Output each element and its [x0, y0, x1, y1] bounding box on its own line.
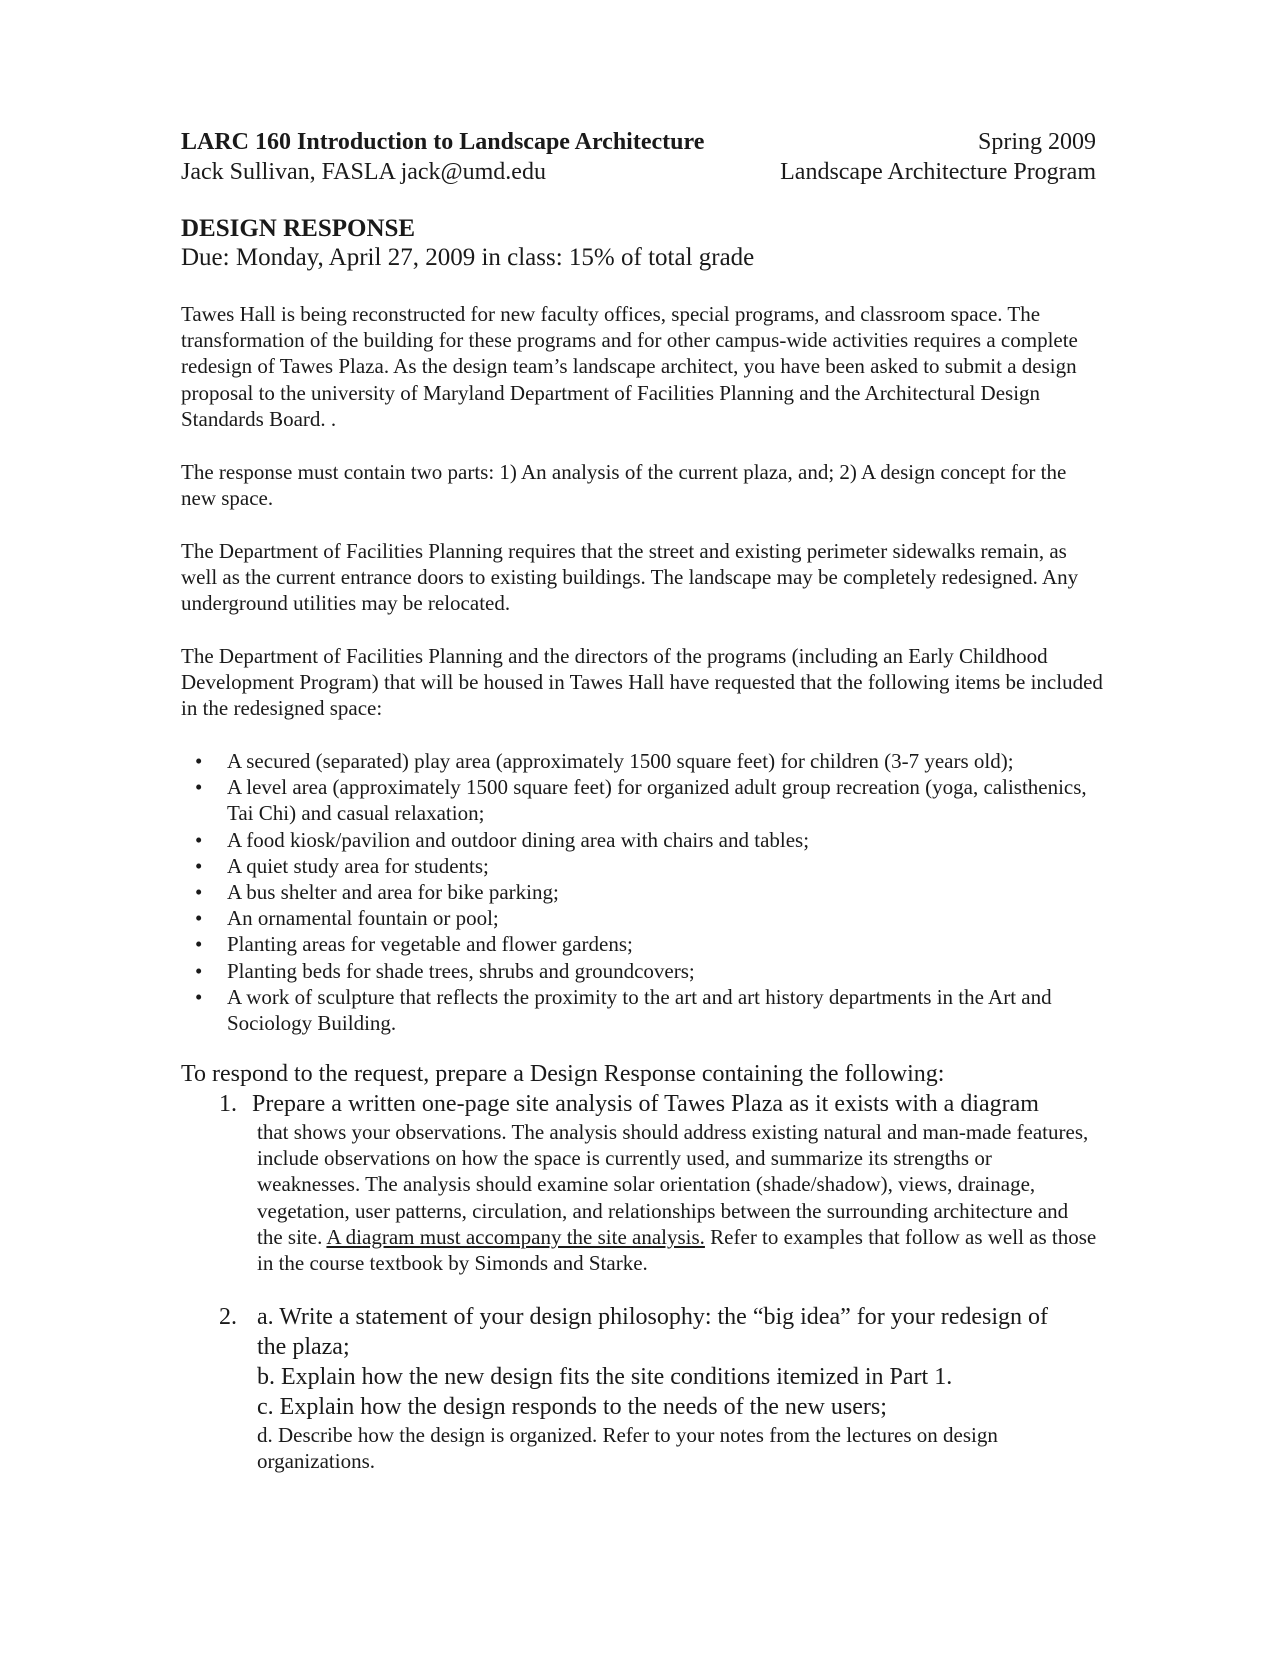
requested-items-list — [181, 748, 1101, 1036]
item-2a: a. Write a statement of your design philosophy: the “big idea” for your redesign of — [257, 1304, 1049, 1330]
item-2d: d. Describe how the design is organized. Refer to your notes from the lectures on design organizations. — [257, 1423, 998, 1474]
respond-intro: To respond to the request, prepare a Design Response containing the following: — [181, 1061, 945, 1087]
due-date: Due: Monday, April 27, 2009 in class: 15% of total grade — [181, 244, 755, 271]
paragraph-intro: Tawes Hall is being reconstructed for new faculty offices, special programs, and classroom space. The transformation of the building for these programs and for other campus-wide activities requires a complete redesign of Tawes Plaza. As the design team’s landscape architect, you have been asked to submit a design proposal to the university of Maryland Department of Facilities Planning and the Architectural Design Standards Board. . — [181, 302, 1078, 431]
response-item-2 — [219, 1302, 1099, 1474]
instructor: Jack Sullivan, FASLA jack@umd.edu — [181, 159, 546, 185]
bullet-icon: • — [195, 932, 203, 957]
paragraph-requirements: The Department of Facilities Planning requires that the street and existing perimeter sidewalks remain, as well as the current entrance doors to existing buildings. The landscape may be completely redesigned. Any underground utilities may be relocated. — [181, 539, 1079, 616]
response-item-1 — [219, 1089, 1099, 1276]
diagram-requirement: A diagram must accompany the site analysis. — [326, 1224, 705, 1249]
item-2c: c. Explain how the design responds to the needs of the new users; — [257, 1394, 887, 1420]
list-item: • A work of sculpture that reflects the proximity to the art and art history departments in the Art and Sociology Building. — [195, 984, 1052, 1036]
list-item: • A level area (approximately 1500 square feet) for organized adult group recreation (yoga, calisthenics, Tai Chi) and casual relaxation; — [195, 775, 1087, 826]
bullet-icon: • — [195, 984, 203, 1009]
bullet-icon: • — [195, 906, 203, 931]
bullet-icon: • — [195, 749, 203, 773]
bullet-icon: • — [195, 853, 203, 878]
list-item: • An ornamental fountain or pool; — [195, 906, 499, 931]
item-1-body: that shows your observations. The analysis should address existing natural and man-made features, include observations on how the space is currently used, and summarize its strengths or weaknesses. The analysis should examine solar orientation (shade/shadow), views, drainage, vegetation, user patterns, circulation, and relationships between the surrounding architecture and the site. A diagram must accompany the site analysis. Refer to examples that follow as well as those in the course textbook by Simonds and Starke. — [257, 1120, 1097, 1276]
item-2a-cont: the plaza; — [257, 1334, 350, 1360]
bullet-icon: • — [195, 958, 203, 983]
list-item: • A bus shelter and area for bike parking; — [195, 880, 559, 905]
list-item: • A quiet study area for students; — [195, 853, 489, 878]
bullet-icon: • — [195, 775, 203, 800]
list-item: • Planting areas for vegetable and flower gardens; — [195, 932, 633, 957]
list-item: • A secured (separated) play area (approximately 1500 square feet) for children (3-7 years old); — [195, 749, 1014, 773]
header-row-1 — [181, 127, 1096, 157]
list-item: • Planting beds for shade trees, shrubs and groundcovers; — [195, 958, 695, 983]
course-title: LARC 160 Introduction to Landscape Architecture — [181, 129, 705, 155]
bullet-icon: • — [195, 827, 203, 852]
term: Spring 2009 — [977, 129, 1096, 155]
program: Landscape Architecture Program — [780, 159, 1096, 185]
paragraph-requested-items: The Department of Facilities Planning and the directors of the programs (including an Early Childhood Development Program) that will be housed in Tawes Hall have requested that the following items be included in the redesigned space: — [181, 644, 1103, 721]
item-2b: b. Explain how the new design fits the site conditions itemized in Part 1. — [257, 1364, 953, 1390]
item-number: 2. — [219, 1304, 237, 1330]
header-row-2 — [181, 157, 1096, 187]
list-item: • A food kiosk/pavilion and outdoor dining area with chairs and tables; — [195, 827, 810, 852]
item-1-lead: Prepare a written one-page site analysis of Tawes Plaza as it exists with a diagram — [252, 1091, 1039, 1117]
bullet-icon: • — [195, 880, 203, 905]
assignment-title: DESIGN RESPONSE — [181, 215, 416, 242]
item-number: 1. — [219, 1091, 237, 1117]
paragraph-parts: The response must contain two parts: 1) An analysis of the current plaza, and; 2) A design concept for the new space. — [181, 460, 1067, 511]
